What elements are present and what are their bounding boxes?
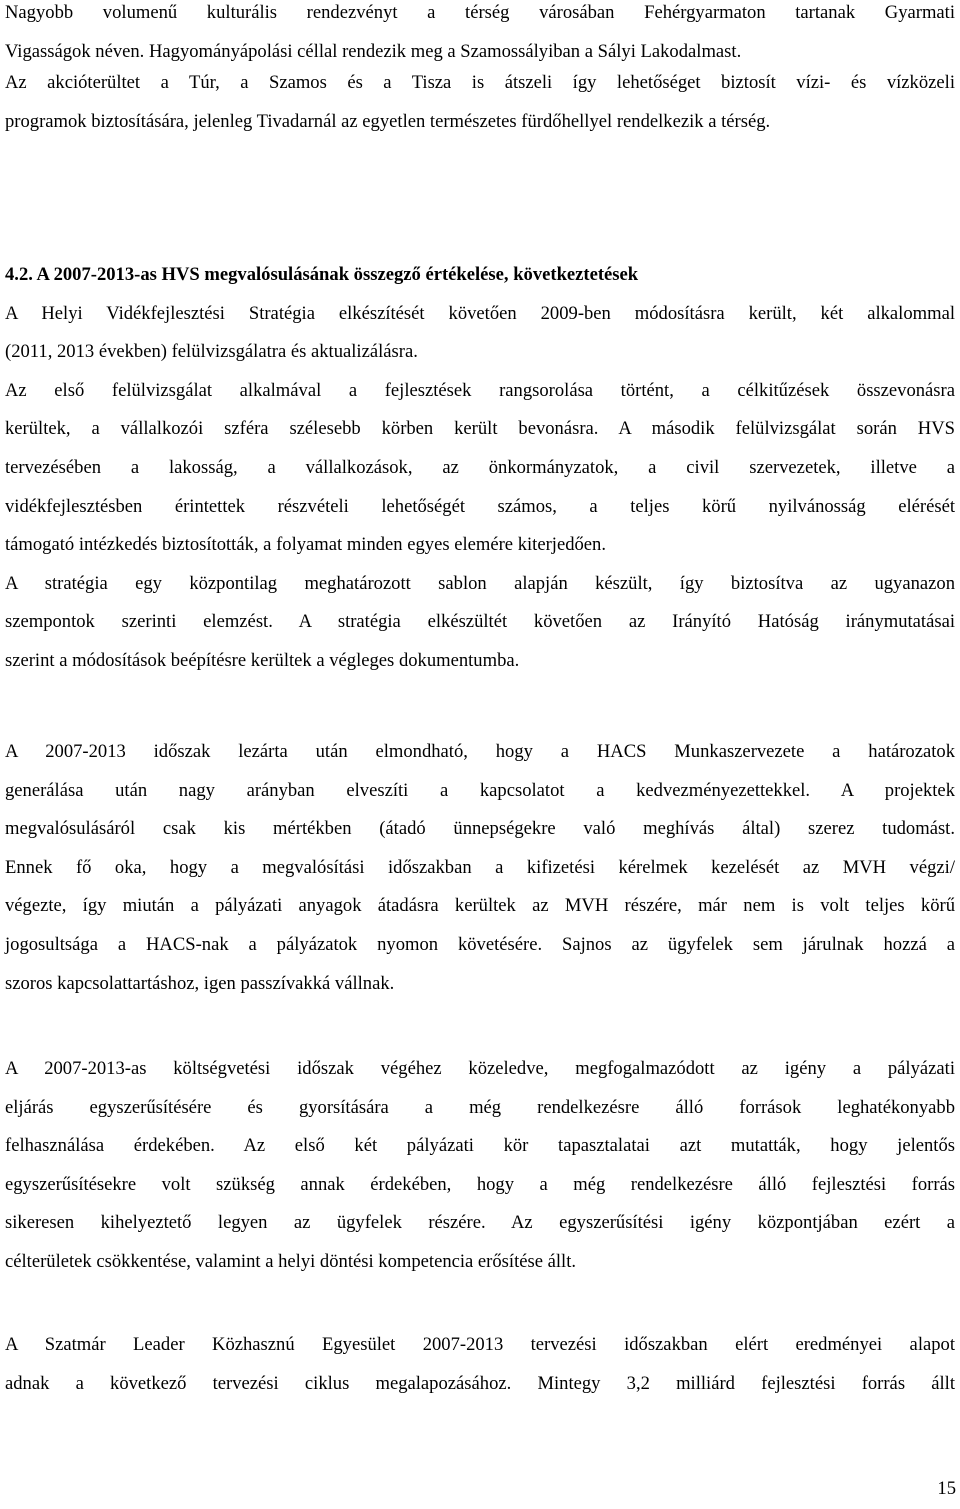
section-heading: 4.2. A 2007-2013-as HVS megvalósulásának összegző értékelése, következtetések	[5, 264, 639, 285]
text-line: szoros kapcsolattartáshoz, igen passzívakká vállnak.	[5, 972, 395, 994]
text-line: eljárás egyszerűsítésére és gyorsítására a még rendelkezésre álló források leghatékonyabb	[5, 1096, 955, 1118]
page-number: 15	[937, 1478, 956, 1499]
paragraph-hacs	[5, 733, 955, 1003]
text-line: A 2007-2013-as költségvetési időszak végéhez közeledve, megfogalmazódott az igény a pályázati	[5, 1058, 955, 1079]
text-line: szerint a módosítások beépítésre kerültek a végleges dokumentumba.	[5, 649, 520, 671]
text-line: Az első felülvizsgálat alkalmával a fejlesztések rangsorolása történt, a célkitűzések összevonásra	[5, 379, 955, 401]
text-line: Az akcióterültet a Túr, a Szamos és a Tisza is átszeli így lehetőséget biztosít vízi- és vízközeli	[5, 72, 955, 93]
text-line: sikeresen kihelyeztető legyen az ügyfelek részére. Az egyszerűsítési igény központjában ezért a	[5, 1212, 955, 1234]
text-line: A 2007-2013 időszak lezárta után elmondható, hogy a HACS Munkaszervezete a határozatok	[5, 741, 955, 762]
text-line: egyszerűsítésekre volt szükség annak érdekében, hogy a még rendelkezésre álló fejlesztési forrás	[5, 1173, 955, 1195]
text-line: célterületek csökkentése, valamint a helyi döntési kompetencia erősítése állt.	[5, 1250, 577, 1272]
text-line: tervezésében a lakosság, a vállalkozások, az önkormányzatok, a civil szervezetek, illetve a	[5, 456, 955, 478]
section-hvs-evaluation	[5, 256, 955, 681]
text-line: generálása után nagy arányban elveszíti a kapcsolatot a kedvezményezettekkel. A projektek	[5, 779, 955, 801]
text-line: támogató intézkedés biztosították, a folyamat minden egyes elemére kiterjedően.	[5, 534, 606, 556]
paragraph-szatmar-leader	[5, 1326, 955, 1403]
text-line: (2011, 2013 években) felülvizsgálatra és aktualizálásra.	[5, 341, 418, 363]
text-line: szempontok szerinti elemzést. A stratégia elkészültét követően az Irányító Hatóság iránymutatásai	[5, 611, 955, 633]
text-line: vidékfejlesztésben érintettek részvételi lehetőségét számos, a teljes körű nyilvánosság elérését	[5, 495, 955, 517]
text-line: kerültek, a vállalkozói szféra szélesebb körben került bevonásra. A második felülvizsgálat során HVS	[5, 418, 955, 440]
text-line: Ennek fő oka, hogy a megvalósítási időszakban a kifizetési kérelmek kezelését az MVH végzi/	[5, 856, 955, 878]
text-line: Nagyobb volumenű kulturális rendezvényt a térség városában Fehérgyarmaton tartanak Gyarmati	[5, 2, 955, 23]
text-line: A Szatmár Leader Közhasznú Egyesület 2007-2013 tervezési időszakban elért eredményei alapot	[5, 1334, 955, 1355]
text-line: A stratégia egy központilag meghatározott sablon alapján készült, így biztosítva az ugyanazon	[5, 572, 955, 594]
text-line: megvalósulásáról csak kis mértékben (átadó ünnepségekre való meghívás által) szerez tudomást.	[5, 818, 955, 840]
text-line: felhasználása érdekében. Az első két pályázati kör tapasztalatai azt mutatták, hogy jelentős	[5, 1135, 955, 1157]
text-line: Vigasságok néven. Hagyományápolási céllal rendezik meg a Szamossályiban a Sályi Lakodalmast.	[5, 40, 742, 62]
text-line: programok biztosítására, jelenleg Tivadarnál az egyetlen természetes fürdőhellyel rendelkezik a térség.	[5, 110, 771, 132]
paragraph-rivers	[5, 64, 955, 141]
text-line: végezte, így miután a pályázati anyagok átadásra kerültek az MVH részére, már nem is volt teljes körű	[5, 895, 955, 917]
text-line: adnak a következő tervezési ciklus megalapozásához. Mintegy 3,2 milliárd fejlesztési forrás állt	[5, 1372, 955, 1394]
text-line: jogosultsága a HACS-nak a pályázatok nyomon követésére. Sajnos az ügyfelek sem járulnak hozzá a	[5, 933, 955, 955]
paragraph-culture-events	[5, 0, 955, 71]
text-line: A Helyi Vidékfejlesztési Stratégia elkészítését követően 2009-ben módosításra került, két alkalommal	[5, 302, 955, 324]
paragraph-simplification	[5, 1050, 955, 1282]
